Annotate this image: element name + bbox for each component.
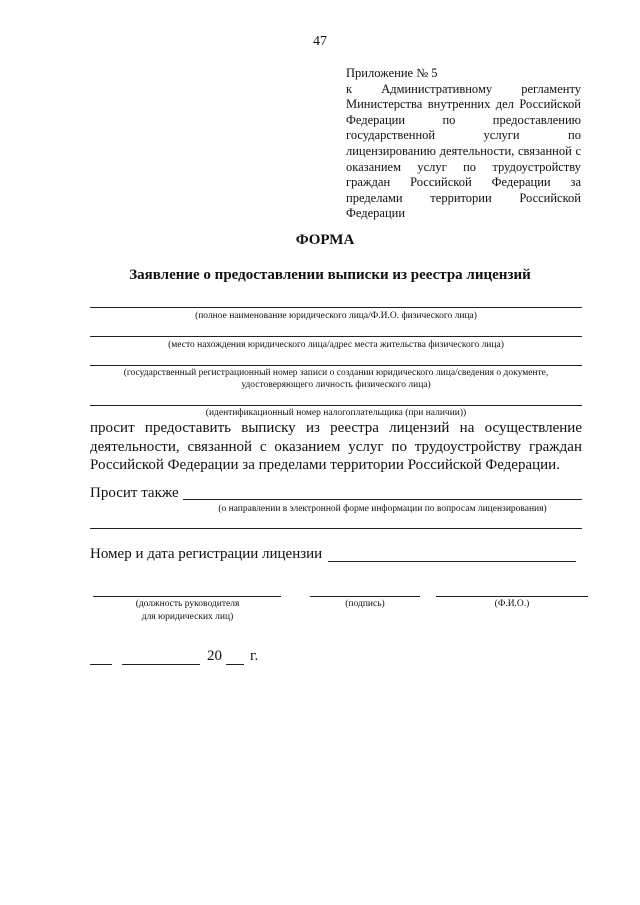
signature-caption: (подпись): [345, 599, 385, 609]
full-name-line[interactable]: [90, 307, 582, 308]
position-caption-line2: для юридических лиц): [141, 612, 234, 622]
inn-line[interactable]: [90, 405, 582, 406]
date-month-line[interactable]: [122, 664, 200, 665]
also-requests-caption: (о направлении в электронной форме информации по вопросам лицензирования): [218, 504, 547, 514]
appendix-body: к Административному регламенту Министерства внутренних дел Российской Федерации по предоставлению государственной услуги по лицензированию деятельности, связанной с оказанием услуг по трудоустройству граждан Российской Федерации за пределами территории Российской Федерации: [346, 81, 581, 221]
address-line[interactable]: [90, 336, 582, 337]
also-requests-line[interactable]: [183, 499, 582, 500]
document-title: Заявление о предоставлении выписки из реестра лицензий: [129, 267, 531, 283]
appendix-title: Приложение № 5: [346, 66, 438, 80]
signature-line[interactable]: [310, 596, 420, 597]
full-name-caption: (полное наименование юридического лица/Ф.И.О. физического лица): [195, 311, 477, 321]
date-year-prefix: 20: [207, 648, 222, 664]
page-number: 47: [313, 34, 327, 49]
license-label: Номер и дата регистрации лицензии: [90, 546, 323, 562]
date-year-suffix: г.: [250, 648, 259, 664]
inn-caption: (идентификационный номер налогоплательщика (при наличии)): [205, 408, 467, 418]
form-heading: ФОРМА: [295, 232, 355, 248]
position-caption-line1: (должность руководителя: [135, 599, 240, 609]
name-line[interactable]: [436, 596, 588, 597]
reg-number-caption: (государственный регистрационный номер записи о создании юридического лица/сведения о документе, удостоверяющего личность физического лица): [123, 368, 549, 390]
license-line[interactable]: [328, 561, 576, 562]
also-requests-label: Просит также: [90, 485, 179, 501]
position-line[interactable]: [93, 596, 281, 597]
reg-number-line[interactable]: [90, 365, 582, 366]
also-requests-line-2[interactable]: [90, 528, 582, 529]
date-year-line[interactable]: [226, 664, 244, 665]
appendix-block: [346, 66, 581, 222]
date-day-line[interactable]: [90, 664, 112, 665]
position-caption: [100, 598, 275, 624]
name-caption: (Ф.И.О.): [494, 599, 530, 609]
address-caption: (место нахождения юридического лица/адрес места жительства физического лица): [168, 340, 504, 350]
request-text: просит предоставить выписку из реестра лицензий на осуществление деятельности, связанной с оказанием услуг по трудоустройству граждан Российской Федерации за пределами территории Российской Федерации.: [90, 420, 582, 473]
